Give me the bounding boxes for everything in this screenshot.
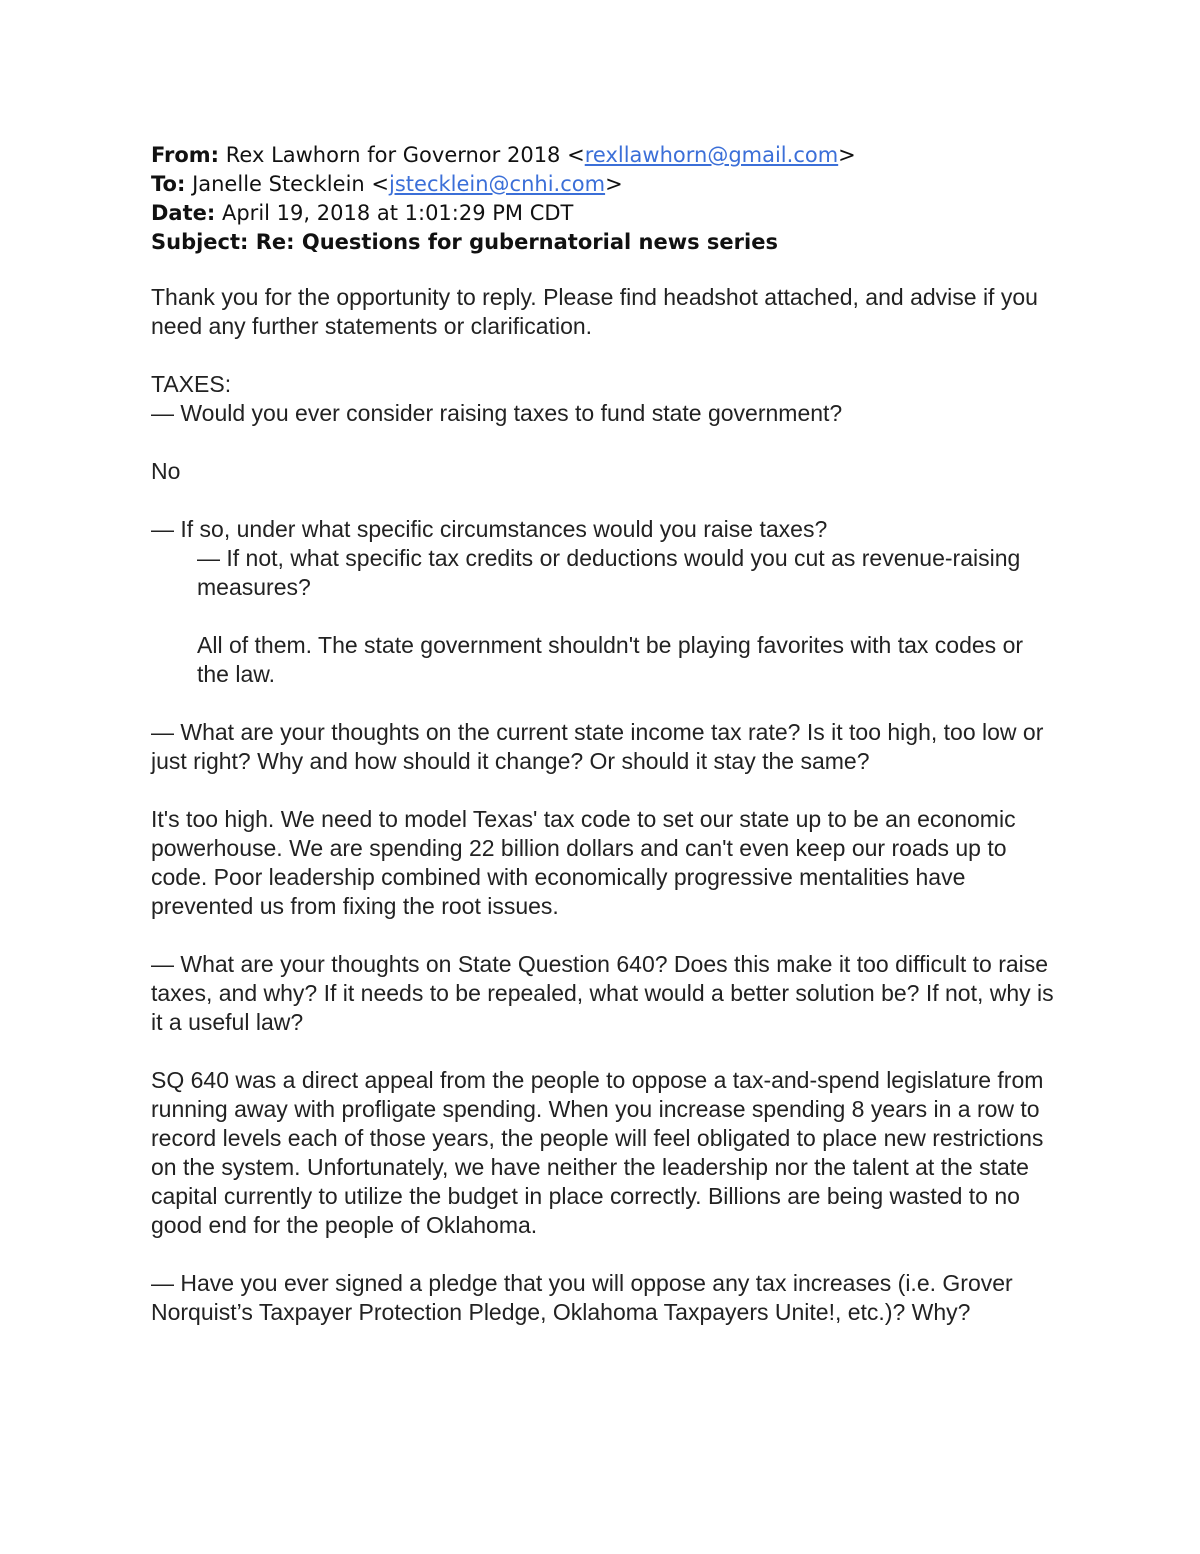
answer-3: It's too high. We need to model Texas' tax code to set our state up to be an economic powerhouse. We are spending 22 billion dollars and can't even keep our roads up to code. Poor leadership combined with economically progressive mentalities have prevented us from fixing the root issues. — [151, 806, 1016, 919]
from-label: From: — [151, 143, 220, 167]
date-line — [151, 199, 1111, 228]
date-value: April 19, 2018 at 1:01:29 PM CDT — [221, 201, 574, 225]
question-2b: — If not, what specific tax credits or deductions would you cut as revenue-raising measures? — [197, 545, 1021, 600]
subject-line — [151, 228, 1111, 257]
email-body — [151, 283, 1056, 1356]
section-heading-taxes: TAXES: — [151, 371, 232, 397]
to-gt: > — [605, 172, 623, 196]
answer-2: All of them. The state government shouldn't be playing favorites with tax codes or the law. — [197, 632, 1024, 687]
email-headers — [151, 141, 1111, 257]
to-name: Janelle Stecklein — [192, 172, 365, 196]
question-4: — What are your thoughts on State Question 640? Does this make it too difficult to raise taxes, and why? If it needs to be repealed, what would a better solution be? If not, why is it a useful law? — [151, 951, 1054, 1035]
to-lt: < — [371, 172, 390, 196]
to-email-link[interactable]: jstecklein@cnhi.com — [389, 172, 606, 196]
to-line — [151, 170, 1111, 199]
answer-4: SQ 640 was a direct appeal from the people to oppose a tax-and-spend legislature from running away with profligate spending. When you increase spending 8 years in a row to record levels each of those years, the people will feel obligated to place new restrictions on the system. Unfortunately, we have neither the leadership nor the talent at the state capital currently to utilize the budget in place correctly. Billions are being wasted to no good end for the people of Oklahoma. — [151, 1067, 1044, 1238]
subject-label: Subject: — [151, 230, 249, 254]
from-line — [151, 141, 1111, 170]
from-gt: > — [838, 143, 856, 167]
question-1: — Would you ever consider raising taxes to fund state government? — [151, 400, 843, 426]
subject-value: Re: Questions for gubernatorial news series — [255, 230, 778, 254]
question-5: — Have you ever signed a pledge that you will oppose any tax increases (i.e. Grover Norquist’s Taxpayer Protection Pledge, Oklahoma Taxpayers Unite!, etc.)? Why? — [151, 1270, 1013, 1325]
intro-paragraph: Thank you for the opportunity to reply. Please find headshot attached, and advise if you need any further statements or clarification. — [151, 284, 1038, 339]
question-2: — If so, under what specific circumstances would you raise taxes? — [151, 516, 828, 542]
date-label: Date: — [151, 201, 216, 225]
from-lt: < — [567, 143, 585, 167]
to-label: To: — [151, 172, 186, 196]
answer-1: No — [151, 458, 181, 484]
question-3: — What are your thoughts on the current state income tax rate? Is it too high, too low or just right? Why and how should it change? Or should it stay the same? — [151, 719, 1044, 774]
from-email-link[interactable]: rexllawhorn@gmail.com — [584, 143, 839, 167]
from-name: Rex Lawhorn for Governor 2018 — [225, 143, 561, 167]
